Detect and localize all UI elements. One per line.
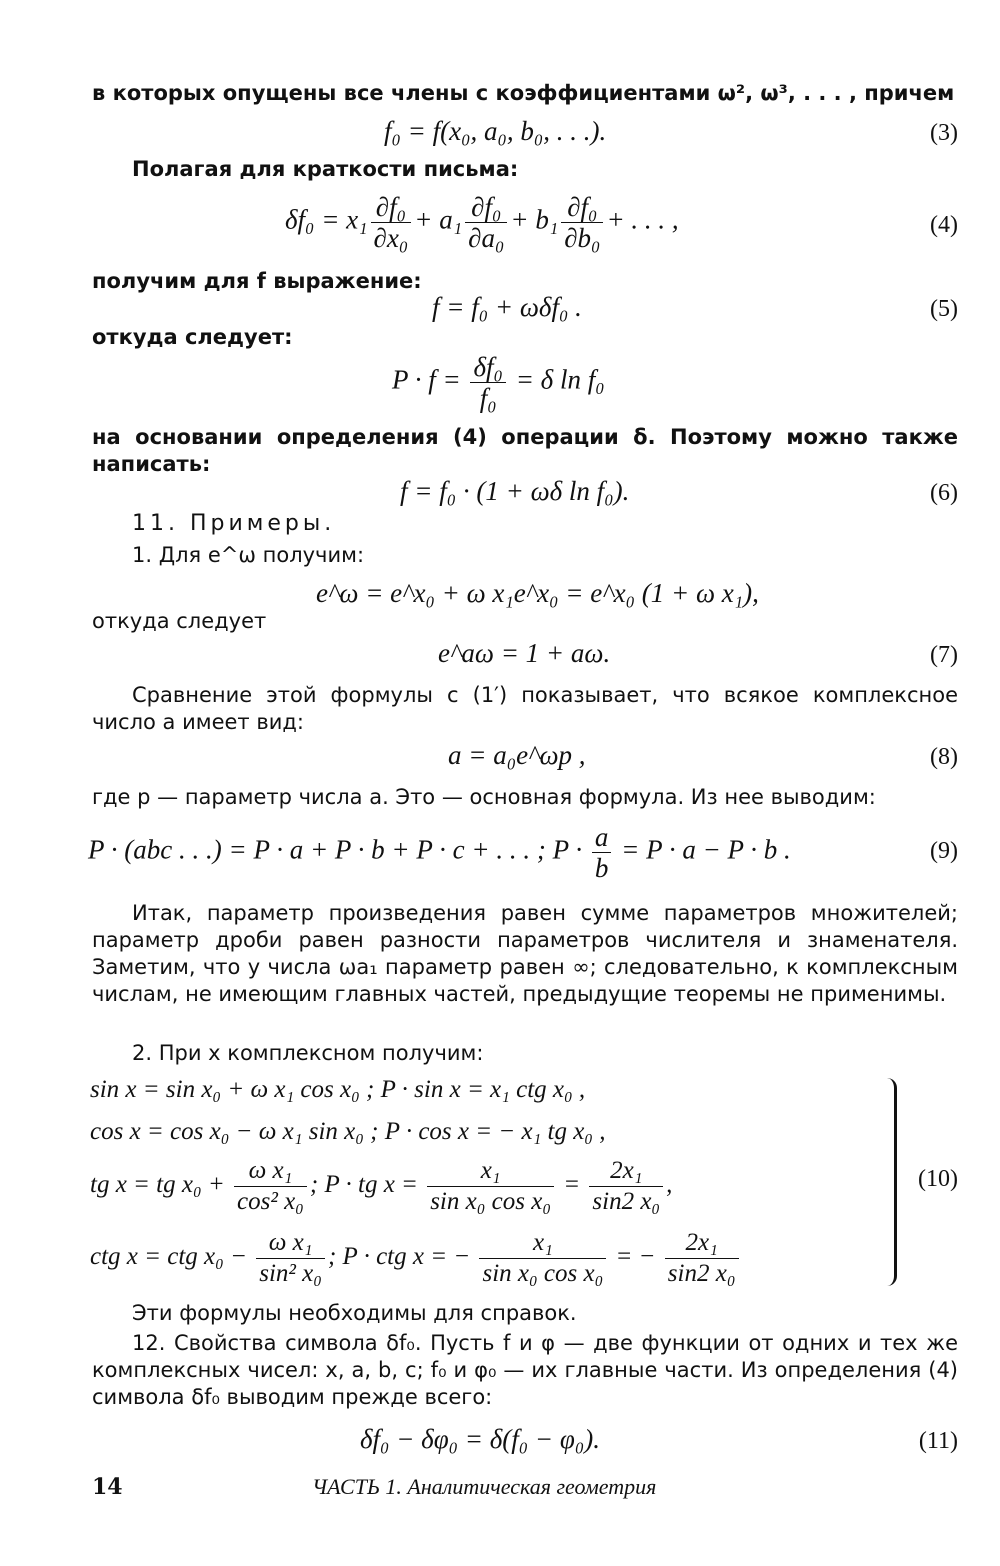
equation-number: (6): [930, 480, 958, 506]
equation-6: f = f₀ · (1 + ωδ ln f₀).: [400, 476, 630, 506]
equation-number: (5): [930, 296, 958, 322]
running-footer: ЧАСТЬ 1. Аналитическая геометрия: [312, 1474, 657, 1499]
text-line: Эти формулы необходимы для справок.: [132, 1301, 577, 1325]
equation-5: f = f₀ + ωδf₀ .: [432, 292, 582, 322]
text-line: 2. При x комплексном получим:: [132, 1041, 484, 1065]
equation-number: (3): [930, 120, 958, 146]
equation-9: P · (abc . . .) = P · a + P · b + P · c + . . . ; P · $\frac{a}{b}$ = P · a − P · b .: [88, 822, 791, 883]
equation-ctg: ctg x = ctg x₀ − $\frac{\text{ω x₁}}{\text{sin² x₀}}$ ; P · ctg x = − $\frac{\text{x₁}}{\text{sin x₀ cos x₀}}$ = − $\frac{\text{2x₁}}{\text{sin2 x₀}}$: [90, 1228, 742, 1289]
equation-4: δf₀ = x₁ $\frac{\text{∂f₀}}{\text{∂x₀}}$ + a₁ $\frac{\text{∂f₀}}{\text{∂a₀}}$ + b₁ $\frac{\text{∂f₀}}{\text{∂b₀}}$ + . . . ,: [285, 192, 679, 253]
text-line: 1. Для e^ω получим:: [132, 543, 365, 567]
equation-number: (8): [930, 744, 958, 770]
paragraph: Итак, параметр произведения равен сумме параметров множителей; параметр дроби равен разности параметров числителя и знаменателя. Заметим, что у числа ωa₁ параметр равен ∞; следовательно, к комплексным числам, не имеющим главных частей, предыдущие теоремы не применимы.: [92, 901, 958, 1006]
text-line: откуда следует:: [92, 325, 293, 349]
text-line: Полагая для краткости письма:: [132, 157, 519, 181]
equation-number: (11): [918, 1428, 958, 1454]
equation-p-f: P · f = $\frac{\text{δf₀}}{\text{f₀}}$ = δ ln f₀: [392, 352, 605, 413]
equation-number: (4): [930, 212, 958, 238]
equation-8: a = a₀e^ωp ,: [448, 740, 586, 770]
equation-3: f₀ = f(x₀, a₀, b₀, . . .).: [384, 116, 607, 146]
text-line: получим для f выражение:: [92, 269, 422, 293]
equation-number: (7): [930, 642, 958, 668]
section-heading: 11. Примеры.: [132, 511, 336, 536]
text-line: где p — параметр числа a. Это — основная формула. Из нее выводим:: [92, 785, 876, 809]
page-number: 14: [92, 1474, 123, 1500]
text-line: откуда следует: [92, 609, 267, 633]
equation-e-omega: e^ω = e^x₀ + ω x₁e^x₀ = e^x₀ (1 + ω x₁),: [316, 578, 759, 608]
paragraph: Сравнение этой формулы с (1′) показывает, что всякое комплексное число a имеет вид:: [92, 683, 958, 734]
equation-number: (9): [930, 838, 958, 864]
equation-7: e^aω = 1 + aω.: [438, 638, 611, 668]
equation-number: (10): [918, 1166, 958, 1192]
equation-sin: sin x = sin x₀ + ω x₁ cos x₀ ; P · sin x = x₁ ctg x₀ ,: [90, 1076, 586, 1103]
text-line: на основании определения (4) операции δ. Поэтому можно также написать:: [92, 425, 958, 476]
equation-cos: cos x = cos x₀ − ω x₁ sin x₀ ; P · cos x = − x₁ tg x₀ ,: [90, 1118, 606, 1145]
paragraph: 12. Свойства символа δf₀. Пусть f и φ — две функции от одних и тех же комплексных чисел: x, a, b, c; f₀ и φ₀ — их главные части. Из определения (4) символа δf₀ выводим прежде всего:: [92, 1331, 958, 1409]
equation-11: δf₀ − δφ₀ = δ(f₀ − φ₀).: [360, 1424, 600, 1454]
brace: [880, 1078, 897, 1286]
text-line: в которых опущены все члены с коэффициентами ω², ω³, . . . , причем: [92, 81, 955, 105]
equation-tg: tg x = tg x₀ + $\frac{\text{ω x₁}}{\text{cos² x₀}}$ ; P · tg x = $\frac{\text{x₁}}{\text{sin x₀ cos x₀}}$ = $\frac{\text{2x₁}}{\text{sin2 x₀}}$ ,: [90, 1157, 673, 1215]
